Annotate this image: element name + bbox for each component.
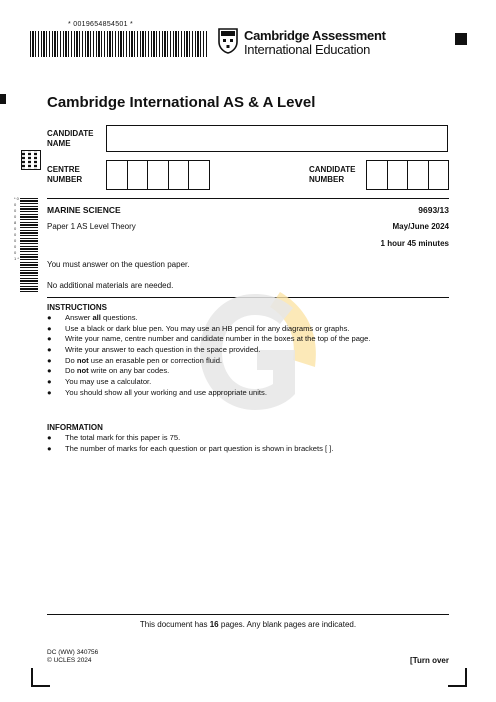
list-item-text-pre: Answer: [65, 313, 93, 322]
list-item-text: [65, 444, 333, 453]
bullet-icon: ●: [47, 345, 52, 355]
digit-box[interactable]: [148, 161, 169, 189]
divider: [47, 614, 449, 615]
crop-mark-bottom-right: [448, 668, 467, 687]
centre-number-label-line2: NUMBER: [47, 175, 83, 184]
bullet-icon: ●: [47, 313, 52, 322]
list-item-text-pre: The number of marks for each question or part question is shown in brackets [ ].: [65, 443, 334, 453]
bullet-icon: ●: [47, 355, 52, 365]
answer-note: You must answer on the question paper.: [47, 260, 190, 269]
registration-mark-left: [0, 94, 6, 104]
instructions-heading: INSTRUCTIONS: [47, 303, 107, 312]
page-count-pre: This document has: [139, 620, 210, 629]
information-list: [47, 433, 449, 454]
page-count-note: [0, 620, 496, 629]
list-item-text-post: write on any bar codes.: [88, 366, 170, 376]
list-item-text: [65, 313, 138, 322]
barcode: [30, 31, 208, 57]
exam-session: May/June 2024: [392, 222, 449, 231]
list-item-text: [65, 356, 222, 365]
list-item-text: [65, 366, 169, 375]
candidate-number-field[interactable]: [366, 160, 449, 190]
list-item: [47, 388, 449, 399]
candidate-name-label-line1: CANDIDATE: [47, 129, 94, 138]
footer-reference: [47, 649, 98, 665]
digit-box[interactable]: [128, 161, 149, 189]
list-item-text: [65, 345, 260, 354]
copyright-notice: © UCLES 2024: [47, 657, 92, 664]
list-item-text-post: use an erasable pen or correction fluid.: [88, 355, 223, 365]
list-item-text-pre: Write your name, centre number and candidate number in the boxes at the top of the page.: [65, 334, 371, 344]
list-item-text-pre: Use a black or dark blue pen. You may use an HB pencil for any diagrams or graphs.: [65, 323, 350, 333]
digit-box[interactable]: [107, 161, 128, 189]
centre-number-label-line1: CENTRE: [47, 165, 80, 174]
list-item: [47, 324, 449, 335]
candidate-name-label: [47, 129, 94, 149]
turn-over-label: [Turn over: [410, 656, 449, 665]
page-title: Cambridge International AS & A Level: [47, 94, 316, 111]
crop-mark-bottom-left: [31, 668, 50, 687]
list-item: [47, 334, 449, 345]
list-item: [47, 366, 449, 377]
list-item-text: [65, 377, 151, 386]
bullet-icon: ●: [47, 377, 52, 387]
list-item-text-bold: all: [92, 313, 101, 322]
candidate-number-label-line1: CANDIDATE: [309, 165, 356, 174]
list-item-text: [65, 433, 180, 442]
list-item-text: [65, 324, 350, 333]
list-item-text-pre: The total mark for this paper is 75.: [65, 433, 181, 442]
bullet-icon: ●: [47, 387, 52, 397]
bullet-icon: ●: [47, 323, 52, 333]
digit-box[interactable]: [169, 161, 190, 189]
list-item-text: [65, 334, 371, 343]
cambridge-logo: [218, 28, 398, 58]
list-item: [47, 345, 449, 356]
list-item: [47, 444, 449, 455]
exam-duration: 1 hour 45 minutes: [380, 239, 449, 248]
digit-box[interactable]: [367, 161, 388, 189]
digit-box[interactable]: [408, 161, 429, 189]
candidate-name-label-line2: NAME: [47, 139, 71, 148]
list-item-text-bold: not: [76, 366, 89, 376]
bullet-icon: ●: [47, 366, 52, 376]
list-item-text-post: questions.: [100, 313, 138, 322]
logo-line-1: Cambridge Assessment: [244, 28, 386, 43]
subject-name: MARINE SCIENCE: [47, 205, 121, 215]
barcode-number: * 0019654854501 *: [68, 21, 134, 28]
registration-mark: [455, 33, 467, 45]
list-item: [47, 313, 449, 324]
list-item-text-pre: Write your answer to each question in the space provided.: [65, 345, 261, 355]
information-heading: INFORMATION: [47, 423, 103, 432]
page-count-post: pages. Any blank pages are indicated.: [218, 620, 357, 629]
list-item: [47, 377, 449, 388]
list-item: [47, 356, 449, 367]
bullet-icon: ●: [47, 433, 52, 442]
bullet-icon: ●: [47, 443, 52, 453]
list-item-text-bold: not: [76, 355, 89, 365]
document-reference: DC (WW) 340756: [47, 649, 99, 656]
list-item-text: [65, 388, 267, 397]
candidate-number-label-line2: NUMBER: [309, 175, 345, 184]
list-item-text-pre: You should show all your working and use appropriate units.: [65, 387, 267, 397]
centre-number-label: [47, 165, 82, 185]
divider: [47, 198, 449, 199]
digit-box[interactable]: [388, 161, 409, 189]
digit-box[interactable]: [189, 161, 209, 189]
candidate-number-label: [309, 165, 356, 185]
paper-code: 9693/13: [418, 205, 449, 215]
qr-code: [22, 151, 40, 169]
centre-number-field[interactable]: [106, 160, 210, 190]
candidate-name-field[interactable]: [106, 125, 448, 152]
list-item-text-pre: Do: [65, 355, 77, 365]
list-item: [47, 433, 449, 444]
materials-note: No additional materials are needed.: [47, 281, 174, 290]
vertical-barcode: [20, 196, 38, 292]
crest-icon: [218, 28, 238, 54]
paper-name: Paper 1 AS Level Theory: [47, 222, 136, 231]
vertical-barcode-digits: * 0 0 0 0 8 0 0 0 0 0 1 *: [14, 196, 19, 261]
list-item-text-pre: You may use a calculator.: [65, 377, 152, 387]
instructions-list: [47, 313, 449, 399]
page-count-number: 16: [209, 620, 219, 629]
logo-line-2: International Education: [244, 42, 371, 57]
list-item-text-pre: Do: [65, 366, 77, 376]
bullet-icon: ●: [47, 334, 52, 344]
digit-box[interactable]: [429, 161, 449, 189]
